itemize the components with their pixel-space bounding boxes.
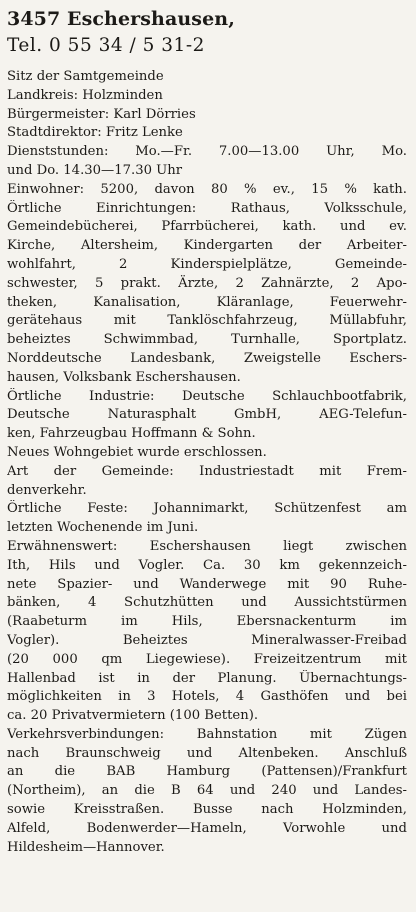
text-line: ca. 20 Privatvermietern (100 Betten). xyxy=(7,708,259,724)
telephone-number: Tel. 0 55 34 / 5 31-2 xyxy=(7,35,205,56)
text-line: Stadtdirektor: Fritz Lenke xyxy=(7,125,183,141)
text-line: möglichkeiten in 3 Hotels, 4 Gasthöfen und bei xyxy=(7,689,407,705)
text-line: Deutsche Naturasphalt GmbH, AEG-Telefun- xyxy=(7,407,407,423)
text-line: Kirche, Altersheim, Kindergarten der Arbeiter- xyxy=(7,238,407,254)
text-line: Bürgermeister: Karl Dörries xyxy=(7,106,196,122)
entry-title: 3457 Eschershausen, xyxy=(7,8,235,30)
text-line: Örtliche Einrichtungen: Rathaus, Volksschule, xyxy=(7,200,407,216)
text-line: Art der Gemeinde: Industriestadt mit Frem- xyxy=(7,463,407,479)
text-line: Vogler). Beheiztes Mineralwasser-Freibad xyxy=(7,632,407,648)
text-line: nete Spazier- und Wanderwege mit 90 Ruhe- xyxy=(7,576,407,592)
text-line: Alfeld, Bodenwerder—Hameln, Vorwohle und xyxy=(7,820,407,836)
text-line: Örtliche Feste: Johannimarkt, Schützenfest am xyxy=(7,501,407,517)
text-line: ken, Fahrzeugbau Hoffmann & Sohn. xyxy=(7,426,256,442)
text-line: Landkreis: Holzminden xyxy=(7,87,163,103)
text-line: schwester, 5 prakt. Ärzte, 2 Zahnärzte, 2 Apo- xyxy=(7,275,407,291)
text-line: beheiztes Schwimmbad, Turnhalle, Sportplatz. xyxy=(7,332,407,348)
text-line: an die BAB Hamburg (Pattensen)/Frankfurt xyxy=(7,764,407,780)
text-line: sowie Kreisstraßen. Busse nach Holzminden, xyxy=(7,802,407,818)
text-line: theken, Kanalisation, Kläranlage, Feuerwehr- xyxy=(7,294,407,310)
text-line: Sitz der Samtgemeinde xyxy=(7,69,164,84)
text-line: bänken, 4 Schutzhütten und Aussichtstürmen xyxy=(7,595,407,611)
text-line: Hallenbad ist in der Planung. Übernachtungs- xyxy=(7,670,407,686)
text-line: Gemeindebücherei, Pfarrbücherei, kath. und ev. xyxy=(7,219,407,235)
text-line: Hildesheim—Hannover. xyxy=(7,839,165,855)
text-line: Einwohner: 5200, davon 80 % ev., 15 % kath. xyxy=(7,181,407,197)
text-line: nach Braunschweig und Altenbeken. Anschluß xyxy=(7,745,407,761)
text-line: denverkehr. xyxy=(7,482,87,498)
entry-header xyxy=(7,8,407,57)
text-line: wohlfahrt, 2 Kinderspielplätze, Gemeinde- xyxy=(7,256,407,272)
text-line: (Raabeturm im Hils, Ebersnackenturm im xyxy=(7,614,407,630)
entry-body xyxy=(7,68,407,857)
text-line: letzten Wochenende im Juni. xyxy=(7,520,199,536)
text-line: (20 000 qm Liegewiese). Freizeitzentrum mit xyxy=(7,651,407,667)
text-line: hausen, Volksbank Eschershausen. xyxy=(7,369,241,385)
text-line: (Northeim), an die B 64 und 240 und Landes- xyxy=(7,783,407,799)
text-line: Ith, Hils und Vogler. Ca. 30 km gekennzeich- xyxy=(7,557,407,573)
text-line: Norddeutsche Landesbank, Zweigstelle Eschers- xyxy=(7,350,407,366)
text-line: Örtliche Industrie: Deutsche Schlauchbootfabrik, xyxy=(7,388,407,404)
text-line: Verkehrsverbindungen: Bahnstation mit Zügen xyxy=(7,726,407,742)
text-line: Dienststunden: Mo.—Fr. 7.00—13.00 Uhr, Mo. xyxy=(7,144,407,160)
text-line: und Do. 14.30—17.30 Uhr xyxy=(7,162,183,178)
text-line: Neues Wohngebiet wurde erschlossen. xyxy=(7,444,267,460)
text-line: Erwähnenswert: Eschershausen liegt zwischen xyxy=(7,538,407,554)
text-line: gerätehaus mit Tanklöschfahrzeug, Müllabfuhr, xyxy=(7,313,407,329)
